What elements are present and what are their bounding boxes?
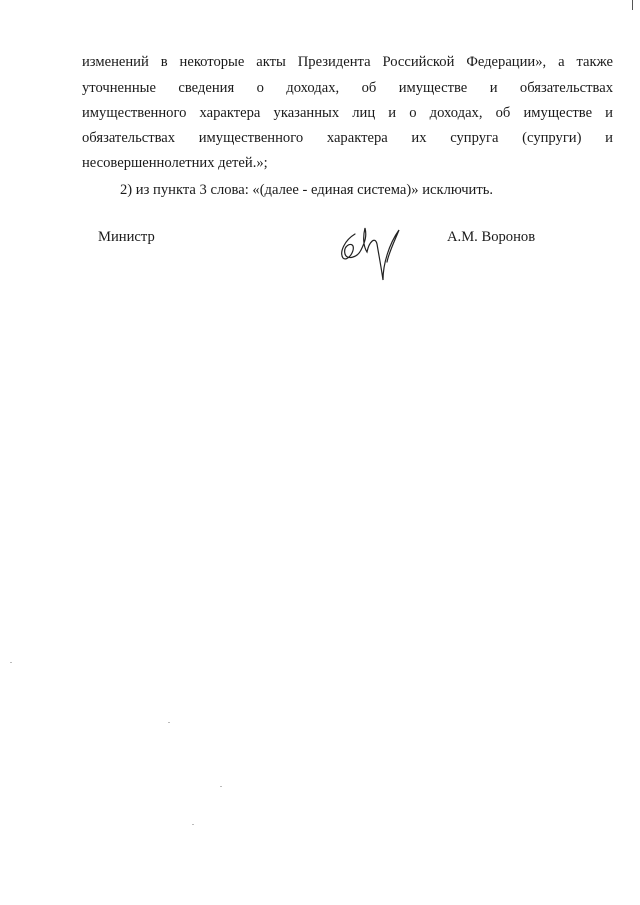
scan-edge-mark [632,0,633,10]
scan-speck [192,824,194,825]
scan-speck [10,662,12,663]
paragraph-line: уточненные сведения о доходах, об имуществе и обязательствах [82,80,613,96]
paragraph-line: обязательствах имущественного характера их супруга (супруги) и [82,130,613,146]
handwritten-signature [335,222,415,292]
scan-speck [168,722,170,723]
signatory-position: Министр [98,229,155,245]
signatory-name: А.М. Воронов [447,229,536,245]
list-item-2: 2) из пункта 3 слова: «(далее - единая система)» исключить. [120,182,494,198]
paragraph-line: имущественного характера указанных лиц и о доходах, об имуществе и [82,105,613,121]
paragraph-line: изменений в некоторые акты Президента Российской Федерации», а также [82,54,613,70]
paragraph-line: несовершеннолетних детей.»; [82,155,268,171]
scan-speck [220,786,222,787]
